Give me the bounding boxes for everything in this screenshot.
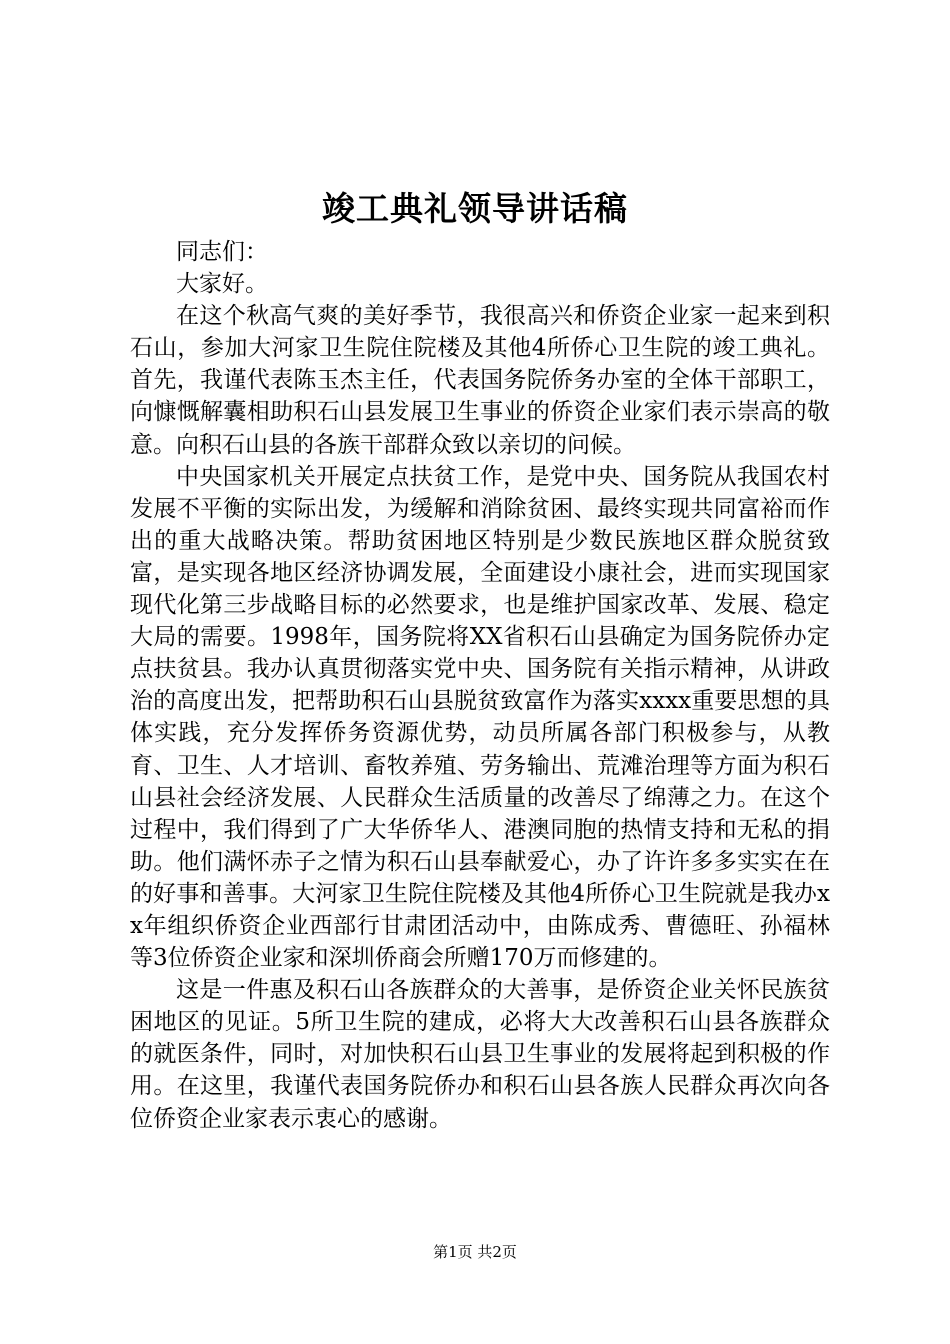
- document-body: [130, 236, 830, 1135]
- document-title: 竣工典礼领导讲话稿: [322, 189, 628, 228]
- page-footer: 第1页 共2页: [433, 1243, 517, 1261]
- greeting: 大家好。: [176, 271, 268, 298]
- salutation: 同志们：: [176, 239, 268, 265]
- paragraph-1: 在这个秋高气爽的美好季节，我很高兴和侨资企业家一起来到积石山，参加大河家卫生院住院楼及其他4所侨心卫生院的竣工典礼。首先，我谨代表陈玉杰主任，代表国务院侨务办室的全体干部职工，向慷慨解囊相助积石山县发展卫生事业的侨资企业家们表示崇高的敬意。向积石山县的各族干部群众致以亲切的问候。: [130, 303, 830, 458]
- paragraph-3: 这是一件惠及积石山各族群众的大善事，是侨资企业关怀民族贫困地区的见证。5所卫生院的建成，必将大大改善积石山县各族群众的就医条件，同时，对加快积石山县卫生事业的发展将起到积极的作用。在这里，我谨代表国务院侨办和积石山县各族人民群众再次向各位侨资企业家表示衷心的感谢。: [130, 977, 830, 1132]
- paragraph-2: 中央国家机关开展定点扶贫工作，是党中央、国务院从我国农村发展不平衡的实际出发，为缓解和消除贫困、最终实现共同富裕而作出的重大战略决策。帮助贫困地区特别是少数民族地区群众脱贫致富，是实现各地区经济协调发展，全面建设小康社会，进而实现国家现代化第三步战略目标的必然要求，也是维护国家改革、发展、稳定大局的需要。1998年，国务院将XX省积石山县确定为国务院侨办定点扶贫县。我办认真贯彻落实党中央、国务院有关指示精神，从讲政治的高度出发，把帮助积石山县脱贫致富作为落实xxxx重要思想的具体实践，充分发挥侨务资源优势，动员所属各部门积极参与，从教育、卫生、人才培训、畜牧养殖、劳务输出、荒滩治理等方面为积石山县社会经济发展、人民群众生活质量的改善尽了绵薄之力。在这个过程中，我们得到了广大华侨华人、港澳同胞的热情支持和无私的捐助。他们满怀赤子之情为积石山县奉献爱心，办了许许多多实实在在的好事和善事。大河家卫生院住院楼及其他4所侨心卫生院就是我办xx年组织侨资企业西部行甘肃团活动中，由陈成秀、曹德旺、孙福林等3位侨资企业家和深圳侨商会所赠170万而修建的。: [130, 463, 830, 972]
